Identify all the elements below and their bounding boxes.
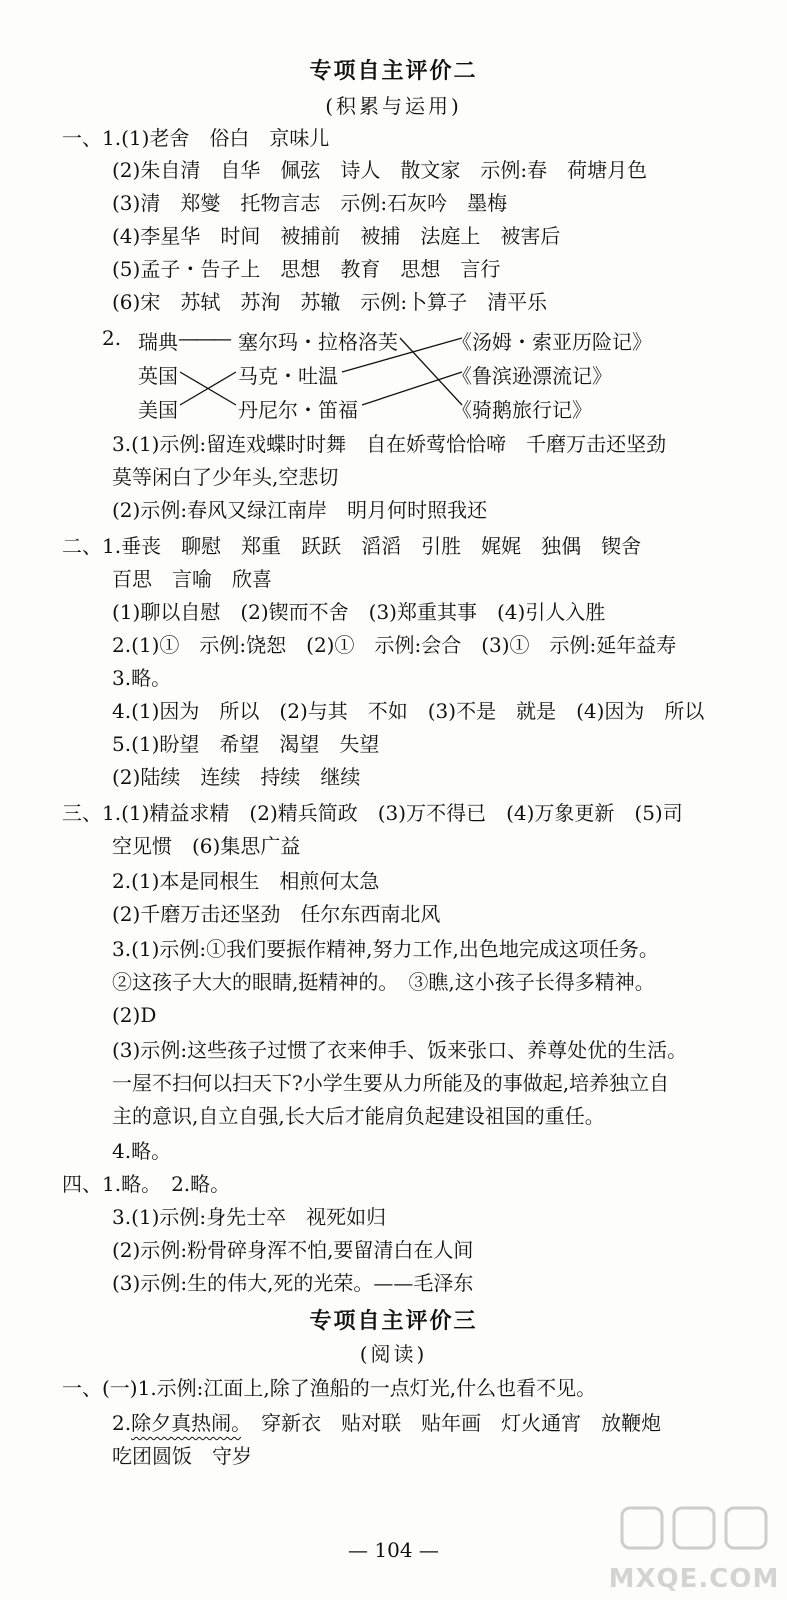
book-robinson: 《鲁滨逊漂流记》 (452, 364, 612, 388)
watermark-text: MXQE.COM (608, 1564, 780, 1594)
answer-line: 4.(1)因为 所以 (2)与其 不如 (3)不是 就是 (4)因为 所以 (112, 699, 705, 723)
country-sweden: 瑞典 (138, 330, 178, 354)
site-watermark (604, 1498, 784, 1598)
answer-line: 一、1.(1)老舍 俗白 京味儿 (62, 126, 330, 150)
section3-subtitle: (阅读) (359, 1342, 428, 1366)
answer-line: (2)千磨万击还坚劲 任尔东西南北风 (112, 902, 441, 926)
author-lagerlof: 塞尔玛・拉格洛芙 (238, 330, 398, 354)
match-dash: ——— (178, 326, 229, 350)
answer-line: 一屋不扫何以扫天下?小学生要从力所能及的事做起,培养独立自 (112, 1071, 670, 1095)
book-nils: 《骑鹅旅行记》 (452, 398, 592, 422)
answer-line: (2)陆续 连续 持续 继续 (112, 765, 361, 789)
book-tom-sawyer: 《汤姆・索亚历险记》 (452, 330, 652, 354)
author-defoe: 丹尼尔・笛福 (238, 398, 358, 422)
page-number: — 104 — (348, 1538, 439, 1562)
answer-line: (6)宋 苏轼 苏洵 苏辙 示例:卜算子 清平乐 (112, 290, 548, 314)
answer-line: 吃团圆饭 守岁 (112, 1444, 252, 1468)
answer-line: 二、1.垂丧 聊慰 郑重 跃跃 滔滔 引胜 娓娓 独偶 锲舍 (62, 534, 642, 558)
answer-line: 3.(1)示例:①我们要振作精神,努力工作,出色地完成这项任务。 (112, 937, 659, 961)
answer-line: 2.(1)① 示例:饶恕 (2)① 示例:会合 (3)① 示例:延年益寿 (112, 633, 677, 657)
matching-lines (0, 0, 787, 420)
answer-line: (1)聊以自慰 (2)锲而不舍 (3)郑重其事 (4)引人入胜 (112, 600, 606, 624)
answer-line: (3)示例:生的伟大,死的光荣。——毛泽东 (112, 1271, 474, 1295)
answer-line: (3)示例:这些孩子过惯了衣来伸手、饭来张口、养尊处优的生活。 (112, 1038, 688, 1062)
answer-line: (2)示例:粉骨碎身浑不怕,要留清白在人间 (112, 1238, 474, 1262)
wavy-underlined-sentence: 除夕真热闹。 (131, 1411, 242, 1435)
answer-line: 4.略。 (112, 1139, 172, 1163)
answer-line: (5)孟子・告子上 思想 教育 思想 言行 (112, 257, 501, 281)
country-uk: 英国 (138, 364, 178, 388)
answer-line: ②这孩子大大的眼睛,挺精神的。 ③瞧,这小孩子长得多精神。 (112, 970, 655, 994)
author-twain: 马克・吐温 (238, 364, 338, 388)
item-number: 2. (112, 1411, 132, 1435)
match-line-lagerlof-nils (400, 338, 462, 405)
answer-line: 3.(1)示例:身先士卒 视死如归 (112, 1205, 387, 1229)
answer-line: (3)清 郑燮 托物言志 示例:石灰吟 墨梅 (112, 191, 508, 215)
answer-line: 2.(1)本是同根生 相煎何太急 (112, 869, 380, 893)
matching-number: 2. (102, 326, 122, 350)
answer-line: 3.略。 (112, 666, 172, 690)
section2-title: 专项自主评价二 (309, 59, 478, 84)
answer-line: 空见惯 (6)集思广益 (112, 834, 301, 858)
answer-line: 百思 言喻 欣喜 (112, 567, 272, 591)
answer-line: (2)示例:春风又绿江南岸 明月何时照我还 (112, 498, 488, 522)
country-usa: 美国 (138, 398, 178, 422)
answer-line: (4)李星华 时间 被捕前 被捕 法庭上 被害后 (112, 224, 561, 248)
answer-line: (2)朱自清 自华 佩弦 诗人 散文家 示例:春 荷塘月色 (112, 158, 648, 182)
answer-text: 穿新衣 贴对联 贴年画 灯火通宵 放鞭炮 (241, 1411, 662, 1435)
answer-line (112, 1409, 661, 1437)
answer-line: 5.(1)盼望 希望 渴望 失望 (112, 732, 380, 756)
section2-subtitle: (积累与运用) (325, 94, 462, 118)
answer-line: 一、(一)1.示例:江面上,除了渔船的一点灯光,什么也看不见。 (62, 1376, 597, 1400)
answer-line: (2)D (112, 1003, 157, 1027)
section3-title: 专项自主评价三 (309, 1309, 478, 1334)
answer-line: 莫等闲白了少年头,空悲切 (112, 465, 339, 489)
answer-line: 主的意识,自立自强,长大后才能肩负起建设祖国的重任。 (112, 1104, 605, 1128)
watermark-logo-icon (604, 1498, 784, 1568)
answer-line: 四、1.略。 2.略。 (62, 1172, 231, 1196)
matching-diagram (0, 0, 787, 420)
match-line-twain-tom (342, 338, 462, 372)
answer-line: 3.(1)示例:留连戏蝶时时舞 自在娇莺恰恰啼 千磨万击还坚劲 (112, 432, 667, 456)
answer-line: 三、1.(1)精益求精 (2)精兵简政 (3)万不得已 (4)万象更新 (5)司 (62, 801, 683, 825)
